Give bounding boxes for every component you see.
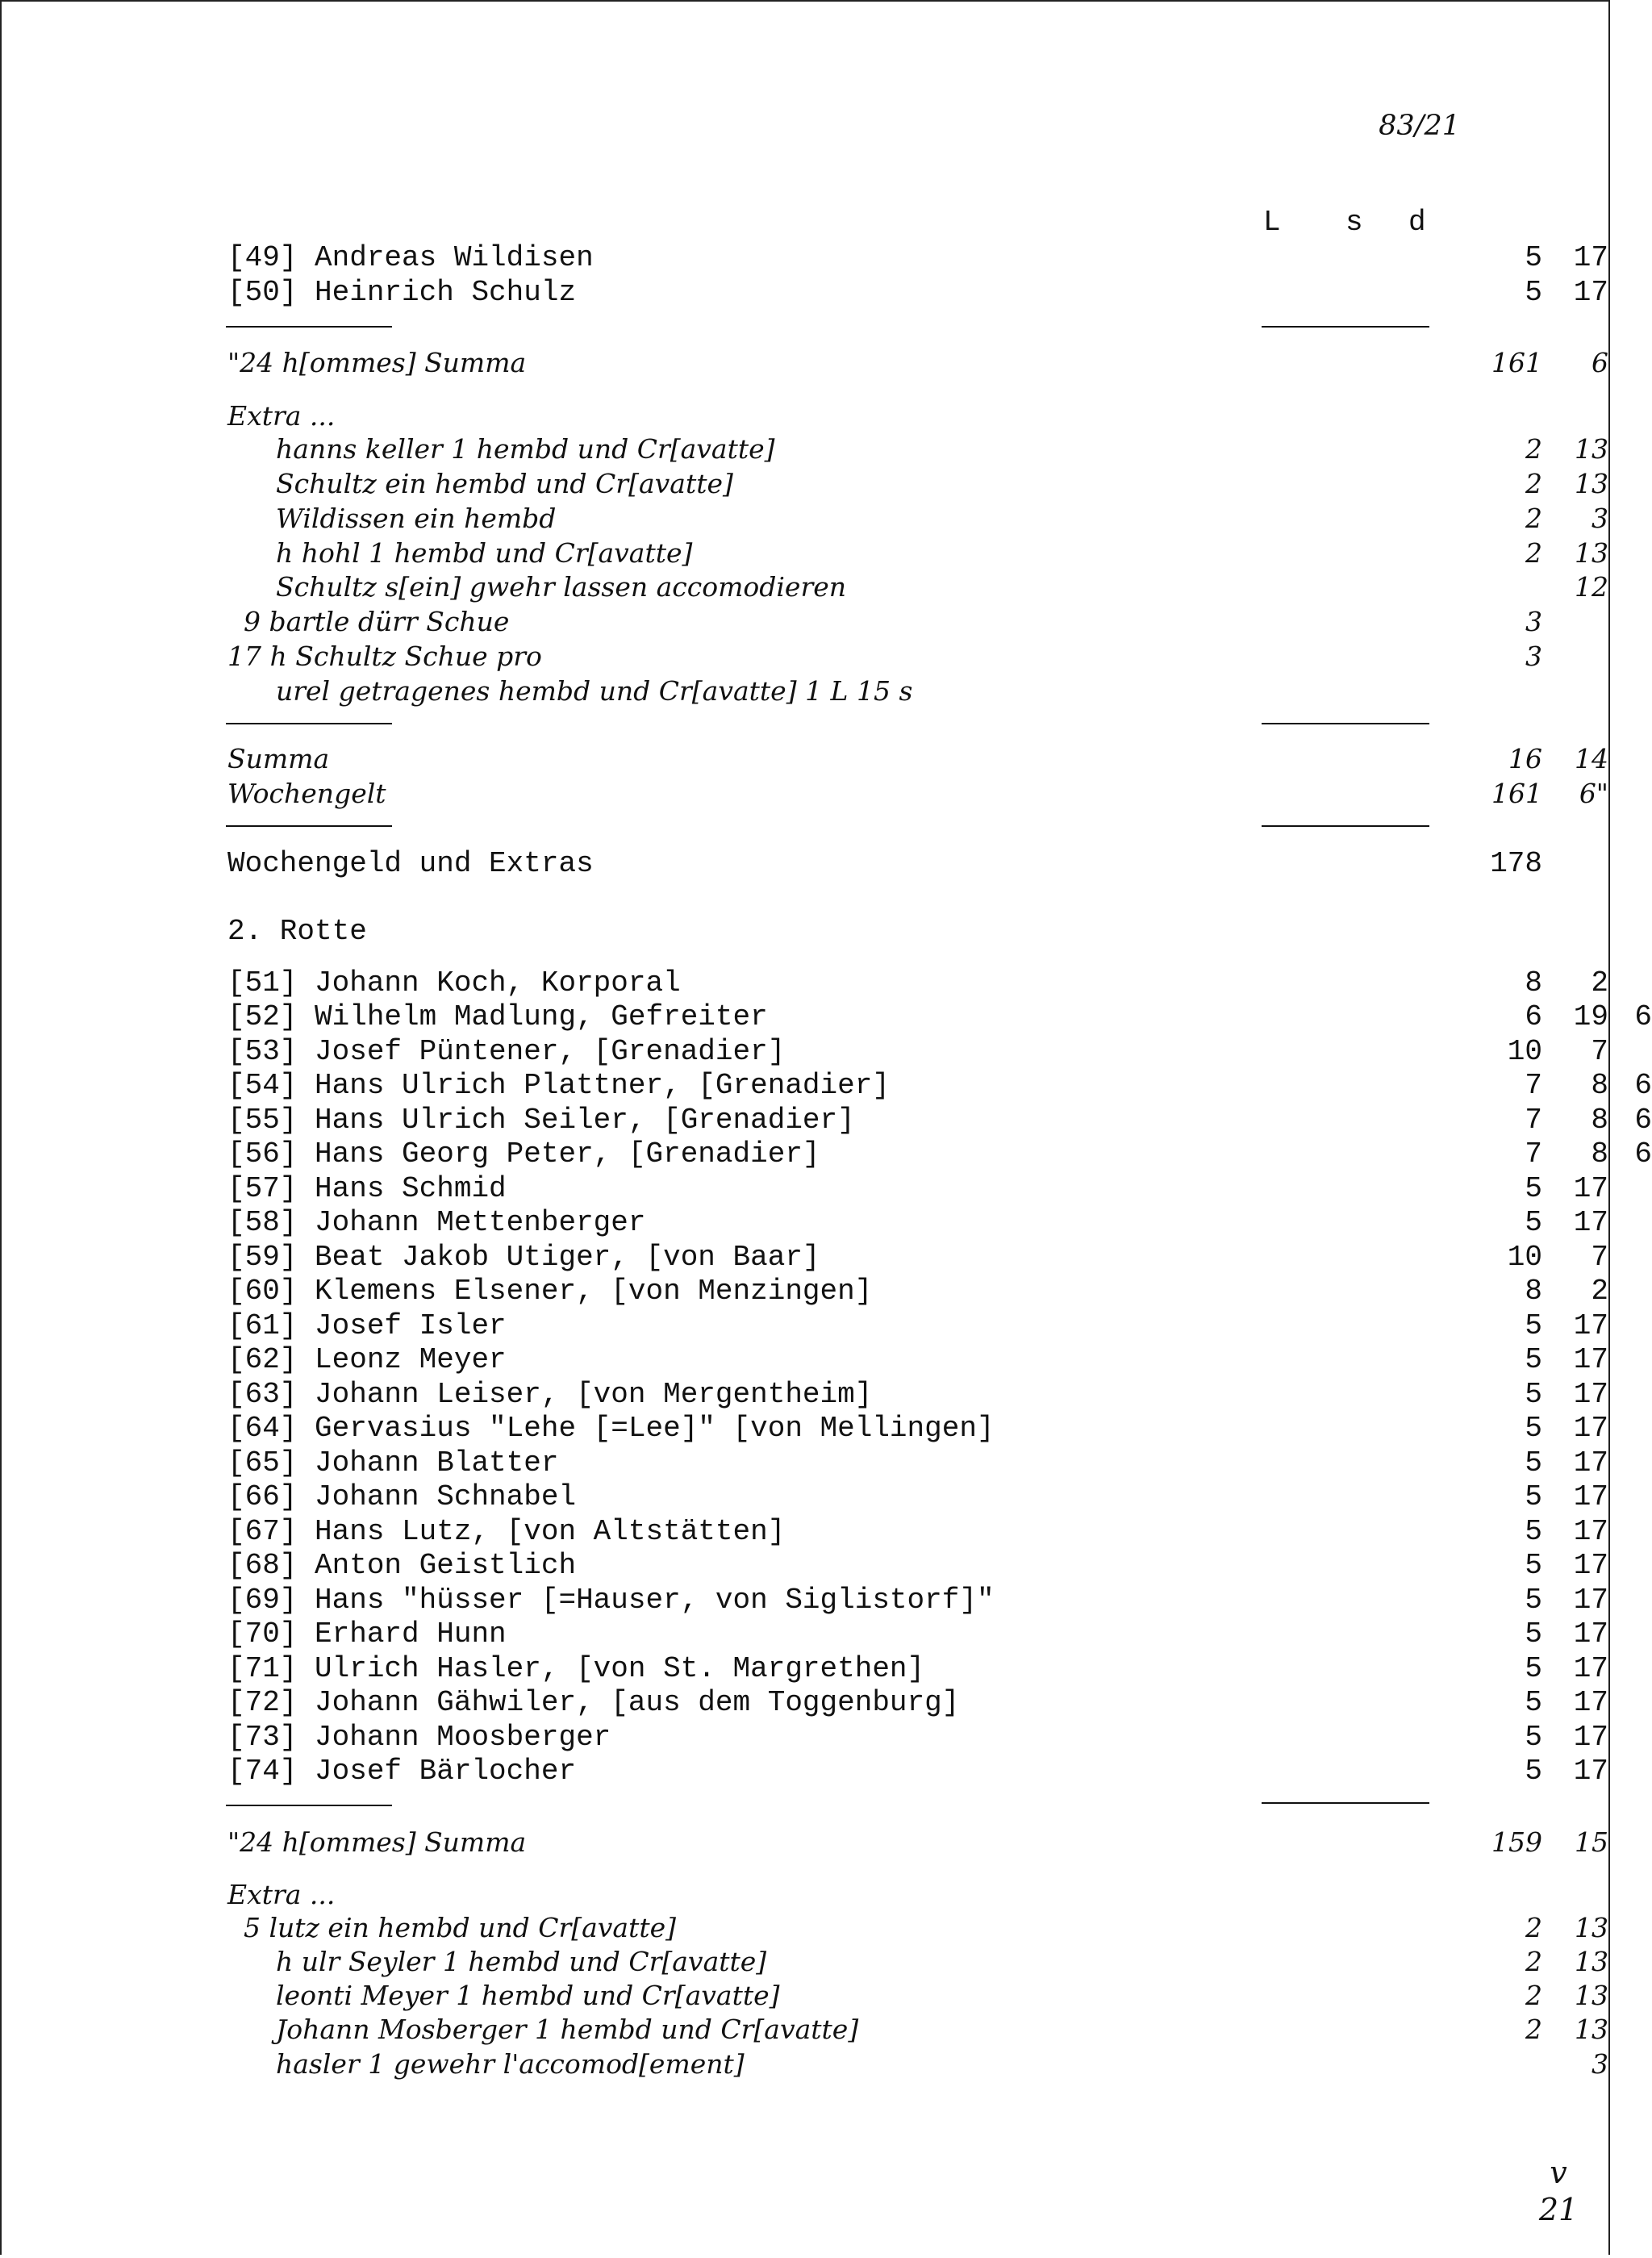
ledger-row — [227, 1342, 1608, 1378]
ledger-row — [227, 240, 1608, 276]
amount-shillings: 8 — [1591, 1104, 1608, 1137]
corner-handwritten-mark: v 21 — [1538, 2155, 1579, 2227]
amount-pounds: 5 — [1525, 1206, 1542, 1239]
entry-label: [61] Josef Isler — [227, 1309, 507, 1342]
amount-pounds: 5 — [1525, 1446, 1542, 1480]
extra-label: 9 bartle dürr Schue — [244, 606, 510, 637]
entry-label: [64] Gervasius "Lehe [=Lee]" [von Mellingen] — [227, 1412, 995, 1445]
total-row — [227, 846, 1542, 882]
amount-pounds: 5 — [1525, 1584, 1542, 1617]
extra-label: leonti Meyer 1 hembd und Cr[avatte] — [276, 1980, 780, 2011]
divider-left — [226, 723, 392, 724]
divider-right — [1262, 1802, 1429, 1804]
amount-pounds: 2 — [1525, 503, 1542, 534]
amount-pounds: 159 — [1491, 1826, 1542, 1858]
entry-label: [49] Andreas Wildisen — [227, 241, 594, 274]
amount-shillings: 13 — [1575, 1980, 1608, 2011]
entry-label: [59] Beat Jakob Utiger, [von Baar] — [227, 1241, 820, 1274]
divider-left — [226, 326, 392, 328]
entry-label: [53] Josef Püntener, [Grenadier] — [227, 1035, 786, 1068]
entry-label: [51] Johann Koch, Korporal — [227, 966, 681, 1000]
ledger-row — [227, 1308, 1608, 1344]
ledger-row — [227, 1514, 1608, 1550]
amount-shillings: 17 — [1573, 1721, 1608, 1754]
amount-pounds: 2 — [1525, 468, 1542, 499]
amount-shillings: 8 — [1591, 1137, 1608, 1171]
amount-pounds: 2 — [1525, 1946, 1542, 1977]
amount-shillings: 6" — [1579, 778, 1608, 809]
amount-shillings: 17 — [1573, 1686, 1608, 1719]
amount-shillings: 17 — [1573, 1412, 1608, 1445]
amount-pence: 6 — [1634, 1069, 1652, 1102]
amount-shillings: 2 — [1591, 966, 1608, 1000]
section-heading — [227, 914, 1437, 950]
amount-shillings: 7 — [1591, 1241, 1608, 1274]
amount-shillings: 17 — [1573, 1343, 1608, 1376]
entry-label: [68] Anton Geistlich — [227, 1549, 577, 1582]
extra-label: Johann Mosberger 1 hembd und Cr[avatte] — [276, 2014, 859, 2045]
amount-pounds: 6 — [1525, 1000, 1542, 1033]
amount-shillings: 17 — [1573, 1549, 1608, 1582]
ledger-row — [227, 1171, 1608, 1207]
extra-row — [227, 466, 1608, 502]
amount-pounds: 5 — [1525, 1755, 1542, 1788]
amount-shillings: 2 — [1591, 1275, 1608, 1308]
ledger-row — [227, 1754, 1608, 1789]
extra-row — [227, 1910, 1608, 1946]
amount-pounds: 2 — [1525, 1980, 1542, 2011]
ledger-row — [227, 1411, 1608, 1446]
amount-pounds: 161 — [1491, 347, 1542, 378]
amount-shillings: 17 — [1573, 1652, 1608, 1685]
entry-label: [54] Hans Ulrich Plattner, [Grenadier] — [227, 1069, 890, 1102]
amount-pounds: 5 — [1525, 1172, 1542, 1205]
rotte-title: 2. Rotte — [227, 915, 367, 948]
amount-shillings: 17 — [1573, 1378, 1608, 1411]
extra-label: h hohl 1 hembd und Cr[avatte] — [276, 537, 693, 569]
summa-label: "24 h[ommes] Summa — [227, 347, 527, 378]
divider-left — [226, 1805, 392, 1806]
ledger-row — [227, 1446, 1608, 1481]
amount-pounds: 2 — [1525, 433, 1542, 465]
extra-row — [227, 1978, 1608, 2014]
amount-pounds: 5 — [1525, 1549, 1542, 1582]
amount-pounds: 5 — [1525, 1480, 1542, 1513]
amount-pounds: 8 — [1525, 966, 1542, 1000]
summa-row — [227, 1825, 1608, 1860]
summa-row — [227, 345, 1608, 381]
amount-shillings: 12 — [1575, 571, 1608, 603]
header-shillings: s — [1345, 206, 1363, 239]
amount-pounds: 5 — [1525, 1412, 1542, 1445]
ledger-row — [227, 1137, 1652, 1172]
entry-label: [72] Johann Gähwiler, [aus dem Toggenburg] — [227, 1686, 960, 1719]
amount-shillings: 3 — [1592, 503, 1608, 534]
ledger-row — [227, 1034, 1608, 1070]
amount-pounds: 161 — [1491, 778, 1542, 809]
ledger-row — [227, 966, 1608, 1001]
extra-row — [227, 501, 1608, 536]
extra-row — [227, 570, 1608, 605]
amount-shillings: 19 — [1573, 1000, 1608, 1033]
amount-pounds: 10 — [1507, 1241, 1542, 1274]
entry-label: [74] Josef Bärlocher — [227, 1755, 577, 1788]
extra-row — [227, 2012, 1608, 2047]
amount-pounds: 8 — [1525, 1275, 1542, 1308]
ledger-row — [227, 1583, 1608, 1618]
amount-pounds: 2 — [1525, 537, 1542, 569]
ledger-row — [227, 1720, 1608, 1755]
amount-shillings: 13 — [1575, 2014, 1608, 2045]
amount-shillings: 17 — [1573, 1480, 1608, 1513]
ledger-row — [227, 275, 1608, 311]
entry-label: [70] Erhard Hunn — [227, 1617, 507, 1651]
entry-label: [65] Johann Blatter — [227, 1446, 559, 1480]
entry-label: [63] Johann Leiser, [von Mergentheim] — [227, 1378, 873, 1411]
amount-shillings: 13 — [1575, 1912, 1608, 1943]
summa-label: "24 h[ommes] Summa — [227, 1826, 527, 1858]
entry-label: [60] Klemens Elsener, [von Menzingen] — [227, 1275, 873, 1308]
amount-pence: 6 — [1634, 1104, 1652, 1137]
entry-label: [62] Leonz Meyer — [227, 1343, 507, 1376]
amount-shillings: 7 — [1591, 1035, 1608, 1068]
extra-row — [227, 604, 1542, 640]
amount-pounds: 10 — [1507, 1035, 1542, 1068]
total-label: Wochengeld und Extras — [227, 847, 594, 880]
extra-row — [227, 2047, 1608, 2082]
wochengelt-label: Wochengelt — [227, 778, 386, 809]
extra-label: hasler 1 gewehr l'accomod[ement] — [276, 2048, 745, 2080]
extra-row — [227, 1944, 1608, 1980]
extra-label: 5 lutz ein hembd und Cr[avatte] — [244, 1912, 677, 1943]
amount-pounds: 3 — [1525, 641, 1542, 672]
amount-shillings: 17 — [1573, 1206, 1608, 1239]
ledger-row — [227, 1205, 1608, 1241]
amount-pounds: 7 — [1525, 1104, 1542, 1137]
amount-pounds: 5 — [1525, 1617, 1542, 1651]
amount-pence: 6 — [1634, 1000, 1652, 1033]
extra-label: hanns keller 1 hembd und Cr[avatte] — [276, 433, 775, 465]
extra-row — [227, 536, 1608, 571]
extra-label: 17 h Schultz Schue pro — [227, 641, 542, 672]
amount-shillings: 17 — [1573, 1584, 1608, 1617]
amount-pounds: 2 — [1525, 1912, 1542, 1943]
divider-right — [1262, 723, 1429, 724]
ledger-row — [227, 1000, 1652, 1035]
extra-label: Schultz s[ein] gwehr lassen accomodieren — [276, 571, 847, 603]
amount-shillings: 15 — [1575, 1826, 1608, 1858]
amount-shillings: 17 — [1573, 276, 1608, 309]
amount-shillings: 3 — [1592, 2048, 1608, 2080]
entry-label: [56] Hans Georg Peter, [Grenadier] — [227, 1137, 820, 1171]
extra-label: Schultz ein hembd und Cr[avatte] — [276, 468, 733, 499]
extra-title: Extra ... — [227, 1879, 336, 1910]
ledger-row — [227, 1068, 1652, 1104]
page-number: 83/21 — [1379, 110, 1460, 142]
amount-pounds: 5 — [1525, 1378, 1542, 1411]
amount-pounds: 16 — [1508, 743, 1542, 774]
entry-label: [67] Hans Lutz, [von Altstätten] — [227, 1515, 786, 1548]
amount-pounds: 2 — [1525, 2014, 1542, 2045]
extra-heading — [227, 399, 1437, 434]
amount-shillings: 8 — [1591, 1069, 1608, 1102]
amount-shillings: 17 — [1573, 241, 1608, 274]
entry-label: [66] Johann Schnabel — [227, 1480, 577, 1513]
extra-row — [227, 432, 1608, 467]
amount-shillings: 17 — [1573, 1755, 1608, 1788]
amount-pounds: 5 — [1525, 1686, 1542, 1719]
extra-heading — [227, 1877, 1437, 1913]
amount-shillings: 13 — [1575, 537, 1608, 569]
amount-pounds: 5 — [1525, 276, 1542, 309]
divider-right — [1262, 825, 1429, 827]
extra-label: urel getragenes hembd und Cr[avatte] 1 L 15 s — [276, 675, 913, 707]
amount-shillings: 17 — [1573, 1515, 1608, 1548]
extra-label: h ulr Seyler 1 hembd und Cr[avatte] — [276, 1946, 767, 1977]
amount-pounds: 5 — [1525, 1652, 1542, 1685]
header-pence: d — [1408, 206, 1426, 239]
amount-pounds: 5 — [1525, 1309, 1542, 1342]
extra-label: Wildissen ein hembd — [276, 503, 557, 534]
column-headers — [227, 205, 1437, 240]
entry-label: [71] Ulrich Hasler, [von St. Margrethen] — [227, 1652, 925, 1685]
divider-left — [226, 825, 392, 827]
header-pounds: L — [1263, 206, 1281, 239]
divider-right — [1262, 326, 1429, 328]
amount-shillings: 13 — [1575, 433, 1608, 465]
extra-row — [227, 639, 1542, 674]
entry-label: [73] Johann Moosberger — [227, 1721, 611, 1754]
amount-pounds: 178 — [1490, 847, 1542, 880]
entry-label: [58] Johann Mettenberger — [227, 1206, 646, 1239]
amount-shillings: 17 — [1573, 1309, 1608, 1342]
amount-pence: 6 — [1634, 1137, 1652, 1171]
ledger-row — [227, 1240, 1608, 1275]
ledger-row — [227, 1377, 1608, 1413]
ledger-row — [227, 1617, 1608, 1652]
ledger-row — [227, 1103, 1652, 1138]
extra-title: Extra ... — [227, 400, 336, 432]
amount-pounds: 3 — [1525, 606, 1542, 637]
entry-label: [55] Hans Ulrich Seiler, [Grenadier] — [227, 1104, 855, 1137]
amount-pounds: 5 — [1525, 1343, 1542, 1376]
amount-shillings: 13 — [1575, 1946, 1608, 1977]
ledger-row — [227, 1685, 1608, 1721]
summa-label: Summa — [227, 743, 330, 774]
amount-shillings: 6 — [1592, 347, 1608, 378]
extra-row — [227, 674, 1437, 709]
ledger-row — [227, 1548, 1608, 1584]
entry-label: [50] Heinrich Schulz — [227, 276, 577, 309]
amount-shillings: 17 — [1573, 1446, 1608, 1480]
ledger-row — [227, 1274, 1608, 1309]
amount-shillings: 14 — [1575, 743, 1608, 774]
summa-row — [227, 741, 1608, 777]
ledger-row — [227, 1480, 1608, 1515]
entry-label: [52] Wilhelm Madlung, Gefreiter — [227, 1000, 768, 1033]
amount-pounds: 5 — [1525, 1721, 1542, 1754]
amount-pounds: 7 — [1525, 1069, 1542, 1102]
wochengelt-row — [227, 776, 1608, 812]
amount-shillings: 13 — [1575, 468, 1608, 499]
ledger-row — [227, 1651, 1608, 1687]
amount-shillings: 17 — [1573, 1172, 1608, 1205]
amount-pounds: 5 — [1525, 241, 1542, 274]
entry-label: [57] Hans Schmid — [227, 1172, 507, 1205]
amount-shillings: 17 — [1573, 1617, 1608, 1651]
entry-label: [69] Hans "hüsser [=Hauser, von Siglistorf]" — [227, 1584, 995, 1617]
amount-pounds: 5 — [1525, 1515, 1542, 1548]
amount-pounds: 7 — [1525, 1137, 1542, 1171]
